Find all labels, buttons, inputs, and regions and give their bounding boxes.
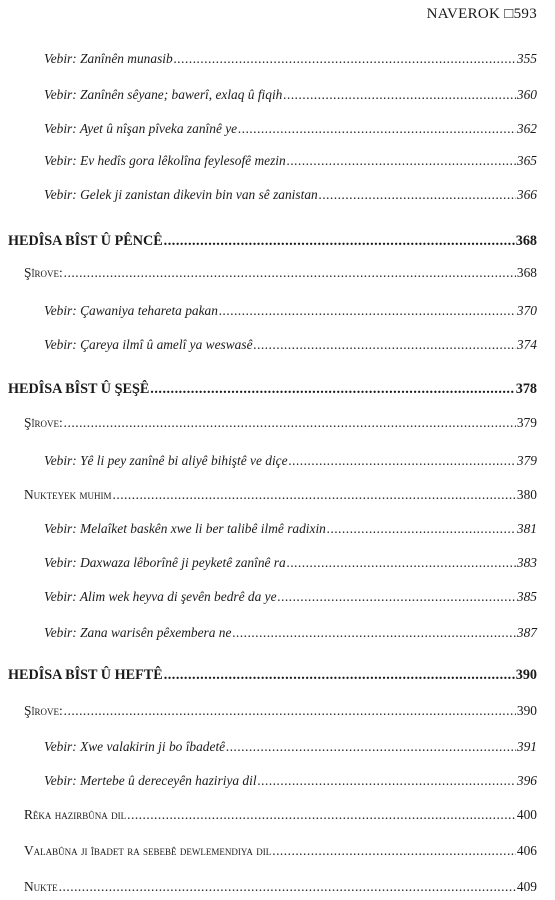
toc-entry-title: Vebir: Çareya ilmî û amelî ya weswasê (44, 337, 253, 352)
toc-entry[interactable] (24, 804, 537, 826)
toc-entry-title: Vebir: Mertebe û dereceyên haziriya dil (44, 773, 257, 788)
toc-entry-page: 370 (516, 303, 537, 318)
toc-entry-title: HEDÎSA BÎST Û ŞEŞÊ (8, 381, 150, 397)
toc-entry-title: Şîrove: (24, 265, 63, 280)
toc-entry[interactable] (24, 876, 537, 898)
toc-entry-page: 390 (516, 703, 537, 718)
dot-leader (287, 552, 516, 574)
toc-entry[interactable] (44, 736, 537, 758)
dot-leader (174, 48, 516, 70)
toc-entry-page: 380 (516, 487, 537, 502)
toc-entry-title: Vebir: Melaîket baskên xwe li ber talibê ilmê radixin (44, 521, 326, 536)
toc-entry-page: 378 (515, 381, 537, 397)
dot-leader (164, 230, 515, 252)
dot-leader (64, 700, 516, 722)
toc-entry-title: Vebir: Zana warisên pêxembera ne (44, 625, 232, 640)
dot-leader (238, 118, 516, 140)
toc-entry[interactable] (24, 700, 537, 722)
toc-entry[interactable] (44, 84, 537, 106)
toc-entry[interactable] (44, 622, 537, 644)
toc-entry-page: 368 (516, 265, 537, 280)
toc-entry[interactable] (44, 518, 537, 540)
dot-leader (289, 450, 516, 472)
toc-entry-title: Vebir: Gelek ji zanistan dikevin bin van sê zanistan (44, 187, 318, 202)
toc-entry[interactable] (24, 840, 537, 862)
dot-leader (64, 412, 516, 434)
toc-entry-page: 379 (516, 415, 537, 430)
toc-entry[interactable] (24, 412, 537, 434)
dot-leader (113, 484, 516, 506)
toc-entry-page: 383 (516, 555, 537, 570)
toc-entry-title: Vebir: Çawaniya tehareta pakan (44, 303, 218, 318)
toc-entry-page: 381 (516, 521, 537, 536)
toc-entry-page: 360 (516, 87, 537, 102)
toc-entry[interactable] (24, 262, 537, 284)
toc-entry-title: Nukte (24, 879, 58, 894)
dot-leader (219, 300, 516, 322)
toc-entry[interactable] (44, 48, 537, 70)
dot-leader (327, 518, 516, 540)
dot-leader (64, 262, 516, 284)
toc-entry-page: 355 (516, 51, 537, 66)
dot-leader (319, 184, 516, 206)
toc-entry-page: 409 (516, 879, 537, 894)
dot-leader (283, 84, 516, 106)
toc-entry[interactable] (44, 118, 537, 140)
toc-entry-title: Vebir: Daxwaza lêborînê ji peyketê zanînê ra (44, 555, 286, 570)
toc-entry-title: Vebir: Xwe valakirin ji bo îbadetê (44, 739, 226, 754)
toc-entry-title: Rêka hazirbûna dil (24, 807, 127, 822)
dot-leader (278, 586, 516, 608)
toc-entry-title: Vebir: Ev hedîs gora lêkolîna feylesofê mezin (44, 153, 286, 168)
dot-leader (258, 770, 516, 792)
dot-leader (272, 840, 516, 862)
dot-leader (226, 736, 516, 758)
dot-leader (59, 876, 516, 898)
dot-leader (232, 622, 515, 644)
toc-entry-title: Vebir: Zanînên sêyane; bawerî, exlaq û fiqih (44, 87, 283, 102)
dot-leader (164, 664, 515, 686)
toc-entry[interactable] (44, 150, 537, 172)
toc-entry[interactable] (8, 664, 537, 686)
toc-entry-page: 390 (515, 667, 537, 683)
toc-entry-title: Vebir: Alim wek heyva di şevên bedrê da ye (44, 589, 277, 604)
dot-leader (254, 334, 516, 356)
toc-entry-page: 379 (516, 453, 537, 468)
toc-entry-page: 374 (516, 337, 537, 352)
toc-entry-page: 368 (515, 233, 537, 249)
toc-entry-page: 396 (516, 773, 537, 788)
toc-entry-title: Vebir: Ayet û nîşan pîveka zanînê ye (44, 121, 238, 136)
toc-entry[interactable] (8, 378, 537, 400)
dot-leader (127, 804, 516, 826)
toc-entry-title: Nukteyek muhim (24, 487, 112, 502)
toc-entry-page: 366 (516, 187, 537, 202)
toc-entry-page: 385 (516, 589, 537, 604)
toc-entry-title: HEDÎSA BÎST Û HEFTÊ (8, 667, 163, 683)
toc-entry-title: Vebir: Yê li pey zanînê bi aliyê bihiştê ve diçe (44, 453, 288, 468)
toc-entry[interactable] (44, 334, 537, 356)
separator-icon: □ (504, 6, 514, 22)
toc-entry-page: 391 (516, 739, 537, 754)
toc-entry-title: HEDÎSA BÎST Û PÊNCÊ (8, 233, 163, 249)
toc-entry[interactable] (44, 300, 537, 322)
toc-entry[interactable] (8, 230, 537, 252)
toc-entry-page: 400 (516, 807, 537, 822)
header-page-number: 593 (513, 6, 537, 22)
toc-entry[interactable] (24, 484, 537, 506)
toc-entry-title: Şîrove: (24, 415, 63, 430)
dot-leader (287, 150, 516, 172)
dot-leader (150, 378, 514, 400)
header-title: NAVEROK (426, 6, 501, 22)
toc-entry[interactable] (44, 586, 537, 608)
toc-entry-page: 387 (516, 625, 537, 640)
toc-entry-title: Valabûna ji îbadet ra sebebê dewlemendiya dil (24, 843, 272, 858)
toc-entry-title: Vebir: Zanînên munasib (44, 51, 173, 66)
toc-entry-title: Şîrove: (24, 703, 63, 718)
toc-entry-page: 406 (516, 843, 537, 858)
toc-entry[interactable] (44, 450, 537, 472)
toc-entry[interactable] (44, 770, 537, 792)
toc-entry-page: 362 (516, 121, 537, 136)
toc-entry-page: 365 (516, 153, 537, 168)
toc-entry[interactable] (44, 552, 537, 574)
toc-entry[interactable] (44, 184, 537, 206)
